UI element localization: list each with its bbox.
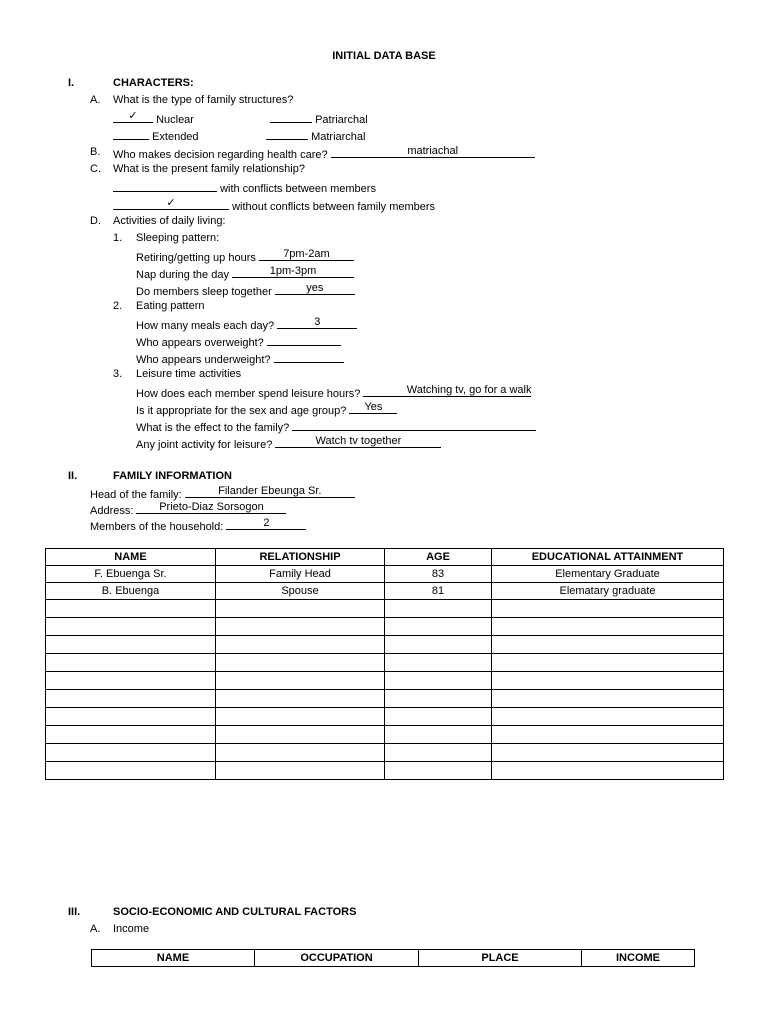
eating-q3-row [136,351,344,366]
cell-empty [385,654,492,672]
cell-empty [216,600,385,618]
cell-empty [46,600,216,618]
sleeping-q1-row [136,249,354,264]
item-c-letter: C. [90,163,101,175]
cell-empty [46,636,216,654]
option-matriarchal [266,128,365,143]
leisure-q1: How does each member spend leisure hours? [136,388,361,400]
cell-empty [46,726,216,744]
eating-q1-row [136,317,357,332]
sleeping-a2: 1pm-3pm [269,265,317,277]
item-b-question: Who makes decision regarding health care? [113,149,328,161]
income-letter: A. [90,923,101,935]
option-without-conflicts [113,198,435,213]
income-header-income: INCOME [582,950,695,967]
sleeping-a3: yes [306,282,324,294]
eating-number: 2. [113,300,123,312]
head-of-family-label: Head of the family: [90,489,182,501]
option-with-conflicts [113,180,376,195]
cell-empty [385,762,492,780]
cell-empty [492,690,724,708]
sleeping-q2: Nap during the day [136,269,229,281]
address-value: Prieto-Diaz Sorsogon [159,501,264,513]
cell-empty [216,672,385,690]
section-2-heading: FAMILY INFORMATION [113,470,232,482]
table-row [46,672,724,690]
cell-empty [492,636,724,654]
cell-empty [385,672,492,690]
cell-empty [216,762,385,780]
item-a-letter: A. [90,94,101,106]
option-matriarchal-label: Matriarchal [311,131,366,143]
cell-age: 81 [385,583,492,600]
table-row [46,762,724,780]
cell-empty [385,690,492,708]
option-patriarchal [270,111,368,126]
item-c-question: What is the present family relationship? [113,163,305,175]
sleeping-label: Sleeping pattern: [136,232,220,244]
cell-empty [385,708,492,726]
table-row [46,654,724,672]
cell-empty [46,744,216,762]
leisure-q2: Is it appropriate for the sex and age group? [136,405,347,417]
table-row [46,708,724,726]
leisure-q2-row [136,402,397,417]
cell-empty [216,654,385,672]
item-d-letter: D. [90,215,101,227]
address-row [90,502,286,517]
section-1-heading: CHARACTERS: [113,77,194,89]
item-b-letter: B. [90,146,101,158]
cell-relationship: Family Head [216,566,385,583]
cell-empty [492,762,724,780]
table-row [46,636,724,654]
without-conflicts-check-mark: ✓ [166,197,176,209]
cell-name: F. Ebuenga Sr. [46,566,216,583]
cell-empty [46,690,216,708]
income-header-name: NAME [92,950,255,967]
option-without-conflicts-label: without conflicts between family members [232,201,436,213]
table-row [46,618,724,636]
sleeping-number: 1. [113,232,123,244]
cell-empty [492,654,724,672]
cell-age: 83 [385,566,492,583]
household-members-value: 2 [263,517,270,529]
cell-empty [216,690,385,708]
income-header-occupation: OCCUPATION [255,950,419,967]
section-3-number: III. [68,906,81,918]
cell-empty [46,672,216,690]
table-row [46,726,724,744]
cell-education: Elementary Graduate [492,566,724,583]
cell-relationship: Spouse [216,583,385,600]
head-of-family-value: Filander Ebeunga Sr. [218,485,322,497]
section-1-number: I. [68,77,75,89]
cell-empty [492,708,724,726]
cell-empty [385,726,492,744]
cell-empty [492,744,724,762]
sleeping-q2-row [136,266,354,281]
table-row [46,744,724,762]
header-name: NAME [46,549,216,566]
cell-name: B. Ebuenga [46,583,216,600]
income-label: Income [113,923,150,935]
table-row [46,600,724,618]
eating-q2: Who appears overweight? [136,337,264,349]
item-b-row [113,146,535,161]
option-with-conflicts-label: with conflicts between members [220,183,376,195]
cell-empty [492,618,724,636]
cell-empty [46,654,216,672]
nuclear-check-mark: ✓ [128,110,138,122]
leisure-q4-row [136,436,441,451]
cell-empty [216,618,385,636]
leisure-q1-row [136,385,531,400]
household-members-label: Members of the household: [90,521,224,533]
option-nuclear [113,111,194,126]
table-row [46,690,724,708]
household-members-row [90,518,306,533]
leisure-label: Leisure time activities [136,368,242,380]
sleeping-q3-row [136,283,355,298]
leisure-a1: Watching tv, go for a walk [406,384,532,396]
sleeping-q3: Do members sleep together [136,286,272,298]
head-of-family-row [90,486,355,501]
eating-q1: How many meals each day? [136,320,275,332]
cell-empty [46,762,216,780]
address-label: Address: [90,505,134,517]
cell-empty [46,708,216,726]
sleeping-a1: 7pm-2am [283,248,330,260]
option-nuclear-label: Nuclear [156,114,194,126]
section-3-heading: SOCIO-ECONOMIC AND CULTURAL FACTORS [113,906,357,918]
cell-empty [385,744,492,762]
option-patriarchal-label: Patriarchal [315,114,368,126]
cell-empty [216,726,385,744]
leisure-a4: Watch tv together [315,435,402,447]
cell-empty [385,600,492,618]
leisure-q3-row [136,419,536,434]
cell-empty [46,618,216,636]
eating-q3: Who appears underweight? [136,354,271,366]
cell-empty [492,726,724,744]
eating-label: Eating pattern [136,300,205,312]
item-d-question: Activities of daily living: [113,215,226,227]
table-row [46,566,724,583]
decision-maker-answer: matriachal [407,145,459,157]
option-extended-label: Extended [152,131,199,143]
sleeping-q1: Retiring/getting up hours [136,252,256,264]
income-header-place: PLACE [419,950,582,967]
cell-empty [385,636,492,654]
page-title: INITIAL DATA BASE [332,50,436,62]
header-relationship: RELATIONSHIP [216,549,385,566]
cell-empty [216,636,385,654]
cell-empty [492,672,724,690]
item-a-question: What is the type of family structures? [113,94,294,106]
section-2-number: II. [68,470,78,482]
cell-empty [385,618,492,636]
eating-a1: 3 [314,316,321,328]
family-members-table [45,548,724,780]
header-age: AGE [385,549,492,566]
cell-empty [216,708,385,726]
cell-empty [492,600,724,618]
leisure-q4: Any joint activity for leisure? [136,439,273,451]
income-table-header-row [92,950,695,967]
header-educational-attainment: EDUCATIONAL ATTAINMENT [492,549,724,566]
leisure-q3: What is the effect to the family? [136,422,290,434]
eating-q2-row [136,334,341,349]
leisure-a2: Yes [364,401,383,413]
leisure-number: 3. [113,368,123,380]
table-header-row [46,549,724,566]
cell-empty [216,744,385,762]
table-row [46,583,724,600]
income-table [91,949,695,967]
cell-education: Elematary graduate [492,583,724,600]
option-extended [113,128,199,143]
